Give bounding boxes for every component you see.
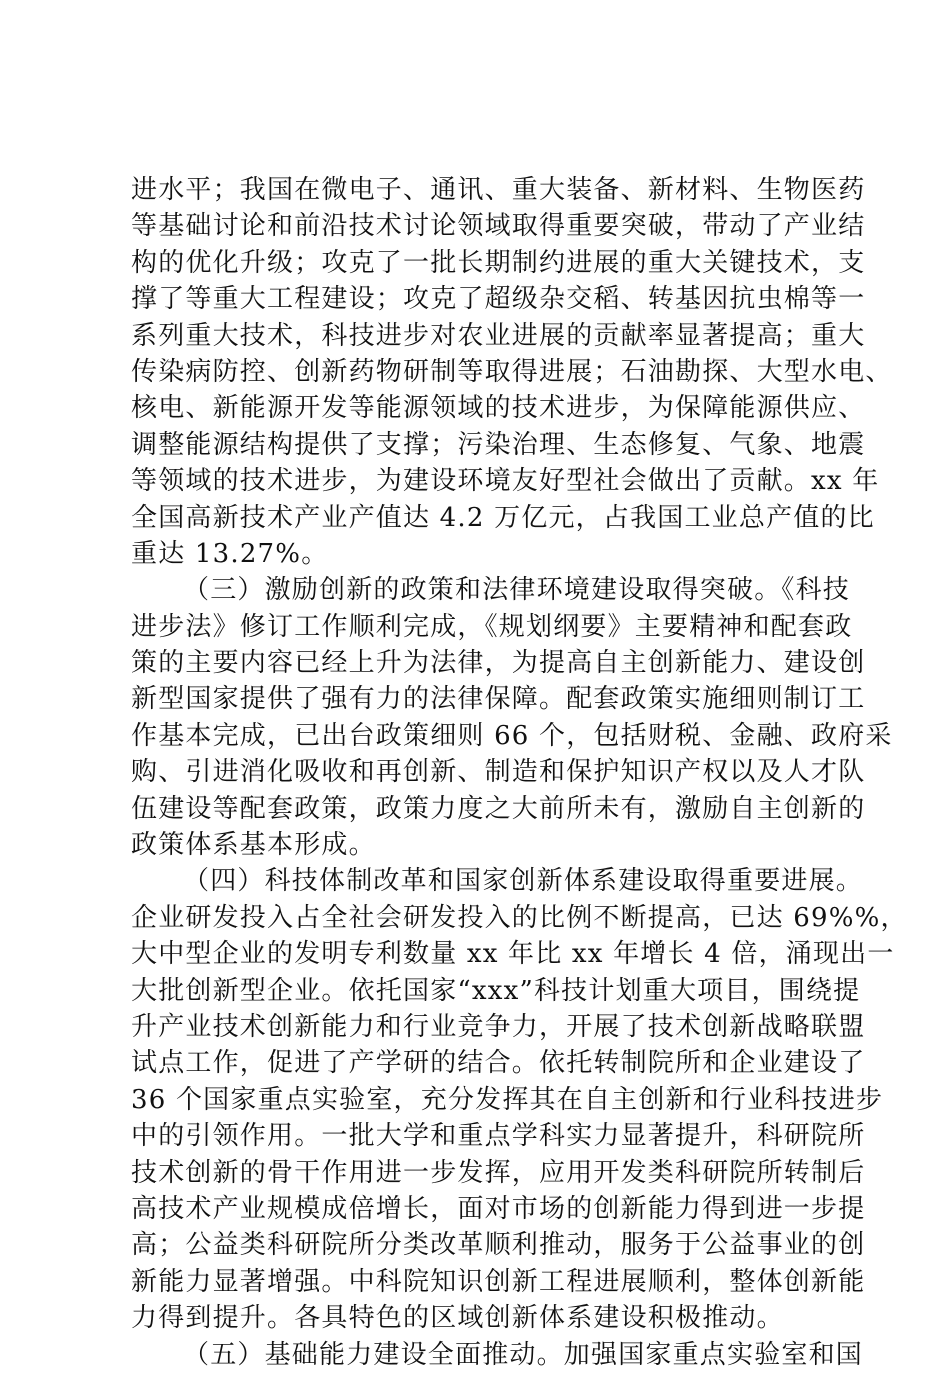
text-line: 伍建设等配套政策，政策力度之大前所未有，激励自主创新的 [131,793,866,824]
text-line: 系列重大技术，科技进步对农业进展的贡献率显著提高；重大 [131,320,866,351]
text-line: 力得到提升。各具特色的区域创新体系建设积极推动。 [131,1303,784,1334]
text-line: 企业研发投入占全社会研发投入的比例不断提高，已达 69%%， [131,902,908,933]
text-line: 36 个国家重点实验室，充分发挥其在自主创新和行业科技进步 [131,1084,884,1115]
text-line: 政策体系基本形成。 [131,830,376,861]
text-line: 等基础讨论和前沿技术讨论领域取得重要突破，带动了产业结 [131,211,866,242]
text-line: 作基本完成，已出台政策细则 66 个，包括财税、金融、政府采 [131,720,893,751]
text-line: 高；公益类科研院所分类改革顺利推动，服务于公益事业的创 [131,1230,866,1261]
text-line: 大批创新型企业。依托国家“xxx”科技计划重大项目，围绕提 [131,975,861,1006]
paragraph-start-line: （五）基础能力建设全面推动。加强国家重点实验室和国 [183,1339,864,1370]
text-line: 技术创新的骨干作用进一步发挥，应用开发类科研院所转制后 [131,1157,866,1188]
text-line: 高技术产业规模成倍增长，面对市场的创新能力得到进一步提 [131,1193,866,1224]
text-line: 等领域的技术进步，为建设环境友好型社会做出了贡献。xx 年 [131,466,880,497]
text-line: 撑了等重大工程建设；攻克了超级杂交稻、转基因抗虫棉等一 [131,284,866,315]
text-line: 传染病防控、创新药物研制等取得进展；石油勘探、大型水电、 [131,356,893,387]
text-line: 全国高新技术产业产值达 4.2 万亿元，占我国工业总产值的比 [131,502,875,533]
text-line: 进步法》修订工作顺利完成，《规划纲要》主要精神和配套政 [131,611,853,642]
text-line: 调整能源结构提供了支撑；污染治理、生态修复、气象、地震 [131,429,866,460]
text-line: 中的引领作用。一批大学和重点学科实力显著提升，科研院所 [131,1121,866,1152]
text-line: 构的优化升级；攻克了一批长期制约进展的重大关键技术，支 [131,247,866,278]
text-line: 购、引进消化吸收和再创新、制造和保护知识产权以及人才队 [131,757,866,788]
text-line: 升产业技术创新能力和行业竞争力，开展了技术创新战略联盟 [131,1011,866,1042]
text-line: 进水平；我国在微电子、通讯、重大装备、新材料、生物医药 [131,175,866,205]
text-line: 重达 13.27%。 [131,538,329,569]
text-line: 大中型企业的发明专利数量 xx 年比 xx 年增长 4 倍，涌现出一 [131,939,895,970]
paragraph-start-line: （四）科技体制改革和国家创新体系建设取得重要进展。 [183,866,864,897]
paragraph-start-line: （三）激励创新的政策和法律环境建设取得突破。《科技 [183,575,851,606]
text-line: 策的主要内容已经上升为法律，为提高自主创新能力、建设创 [131,648,866,679]
document-body-text [131,172,908,1373]
text-line: 核电、新能源开发等能源领域的技术进步，为保障能源供应、 [131,393,866,424]
text-line: 新能力显著增强。中科院知识创新工程进展顺利，整体创新能 [131,1266,866,1297]
text-line: 试点工作，促进了产学研的结合。依托转制院所和企业建设了 [131,1048,866,1079]
text-line: 新型国家提供了强有力的法律保障。配套政策实施细则制订工 [131,684,866,715]
